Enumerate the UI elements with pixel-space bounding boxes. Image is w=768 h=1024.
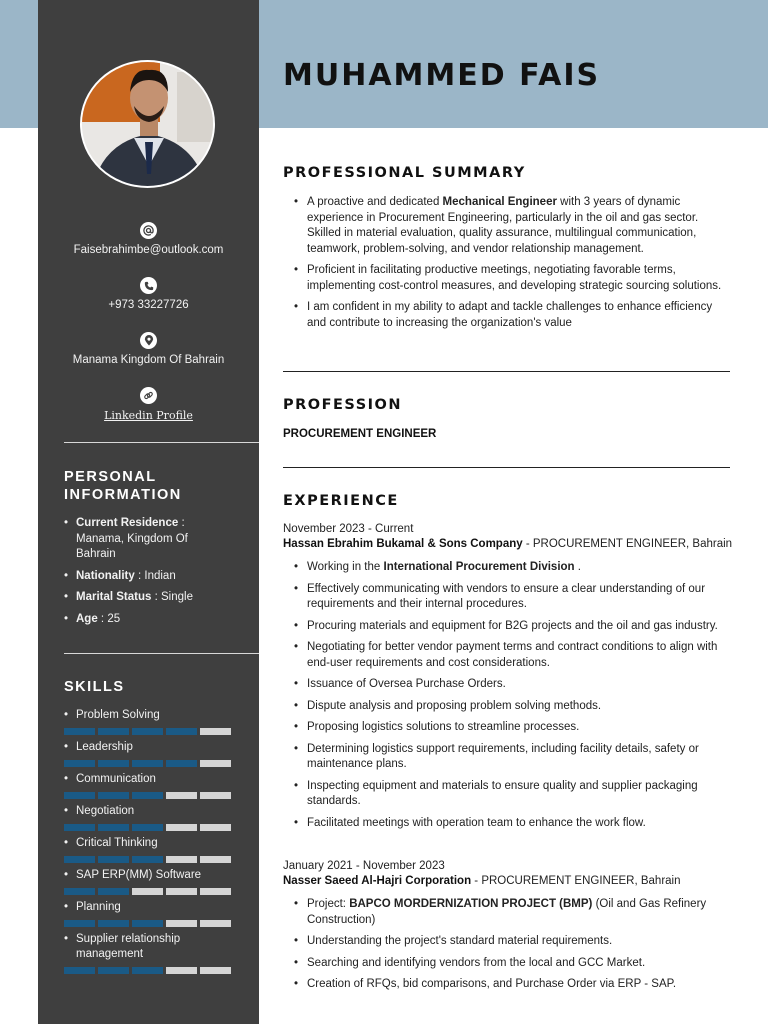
sidebar-divider [64, 653, 259, 654]
skill-name: • Communication [64, 772, 244, 787]
list-item: • Searching and identifying vendors from the local and GCC Market. [283, 956, 730, 972]
skill-level-bar [64, 728, 244, 735]
contact-linkedin[interactable] [38, 387, 259, 422]
skill-segment-empty [200, 728, 231, 735]
skill-segment-filled [166, 760, 197, 767]
skill-segment-filled [132, 856, 163, 863]
list-item: • Inspecting equipment and materials to ensure quality and supplier packaging standards. [283, 779, 730, 810]
info-label: Current Residence [76, 517, 179, 529]
skill-level-bar [64, 792, 244, 799]
skill-segment-filled [98, 728, 129, 735]
skill-level-bar [64, 920, 244, 927]
skill-segment-filled [64, 824, 95, 831]
skill-item [64, 836, 244, 863]
summary-list [283, 195, 730, 337]
skill-segment-filled [132, 792, 163, 799]
linkedin-link[interactable]: Linkedin Profile [104, 409, 193, 422]
list-item: • Proposing logistics solutions to streamline processes. [283, 720, 730, 736]
skill-segment-filled [132, 760, 163, 767]
skill-item [64, 932, 244, 974]
list-item: • Determining logistics support requirements, including facility details, safety or maintenance plans. [283, 742, 730, 773]
skills-list [64, 708, 244, 979]
skill-segment-empty [166, 856, 197, 863]
summary-heading: PROFESSIONAL SUMMARY [283, 165, 526, 181]
list-item: • Effectively communicating with vendors to ensure a clear understanding of our requirements and their internal procedures. [283, 582, 730, 613]
list-item: • Project: BAPCO MORDERNIZATION PROJECT (BMP) (Oil and Gas Refinery Construction) [283, 897, 730, 928]
skill-item [64, 772, 244, 799]
skill-segment-filled [132, 920, 163, 927]
skill-segment-filled [132, 728, 163, 735]
link-icon [140, 387, 157, 404]
skill-segment-empty [200, 824, 231, 831]
email-text[interactable]: Faisebrahimbe@outlook.com [73, 244, 224, 256]
skill-segment-empty [200, 920, 231, 927]
list-item: • Age : 25 [64, 612, 224, 628]
skill-segment-filled [98, 967, 129, 974]
skills-heading: SKILLS [64, 679, 125, 695]
job-role: - PROCUREMENT ENGINEER, [522, 538, 693, 550]
phone-text[interactable]: +973 33227726 [108, 299, 189, 311]
skill-item [64, 900, 244, 927]
job-location: Bahrain [640, 875, 681, 887]
skill-item [64, 804, 244, 831]
skill-name: • Negotiation [64, 804, 244, 819]
skill-level-bar [64, 824, 244, 831]
skill-name: • Leadership [64, 740, 244, 755]
section-divider [283, 371, 730, 372]
job-dates: November 2023 - Current [283, 523, 414, 535]
skill-segment-empty [200, 760, 231, 767]
skill-segment-empty [200, 967, 231, 974]
info-label: Age [76, 612, 98, 625]
skill-name: • Supplier relationship management [64, 932, 244, 962]
list-item: • Creation of RFQs, bid comparisons, and Purchase Order via ERP - SAP. [283, 977, 730, 993]
skill-segment-filled [64, 920, 95, 927]
skill-segment-empty [132, 888, 163, 895]
skill-name: • SAP ERP(MM) Software [64, 868, 244, 883]
skill-segment-filled [98, 824, 129, 831]
list-item: • I am confident in my ability to adapt and tackle challenges to enhance efficiency and contribute to increasing the organization's value [283, 300, 730, 331]
skill-name: • Problem Solving [64, 708, 244, 723]
skill-segment-filled [98, 888, 129, 895]
job-header [283, 522, 743, 552]
job-dates: January 2021 - November 2023 [283, 860, 445, 872]
list-item: • A proactive and dedicated Mechanical Engineer with 3 years of dynamic experience in Procurement Engineering, particularly in the oil and gas sector. Skilled in material evaluation, quality assurance, multilingual communication, teamwork, problem-solving, and vendor relationship management. [283, 195, 730, 257]
info-label: Marital Status [76, 591, 152, 603]
map-pin-icon [140, 332, 157, 349]
info-value: Indian [144, 569, 176, 582]
list-item: • Negotiating for better vendor payment terms and contract conditions to align with end-user requirements and cost considerations. [283, 640, 730, 671]
sidebar-divider [64, 442, 259, 443]
skill-segment-empty [200, 856, 231, 863]
list-item: • Current Residence : Manama, Kingdom Of Bahrain [64, 516, 224, 563]
skill-item [64, 740, 244, 767]
skill-segment-filled [98, 920, 129, 927]
job-bullets [283, 897, 730, 999]
skill-name: • Critical Thinking [64, 836, 244, 851]
skill-segment-empty [166, 888, 197, 895]
job-header [283, 859, 743, 889]
info-label: Nationality [76, 569, 135, 582]
skill-segment-filled [64, 967, 95, 974]
experience-heading: EXPERIENCE [283, 493, 399, 509]
skill-item [64, 868, 244, 895]
list-item: • Marital Status : Single [64, 590, 224, 606]
skill-segment-empty [166, 920, 197, 927]
profession-heading: PROFESSION [283, 397, 403, 413]
sidebar [38, 0, 259, 1024]
skill-segment-empty [166, 824, 197, 831]
skill-segment-filled [64, 728, 95, 735]
skill-level-bar [64, 888, 244, 895]
skill-segment-filled [98, 856, 129, 863]
company-name: Nasser Saeed Al-Hajri Corporation [283, 875, 472, 887]
skill-level-bar [64, 760, 244, 767]
skill-level-bar [64, 967, 244, 974]
list-item: • Nationality : Indian [64, 569, 224, 585]
profile-photo [80, 60, 215, 188]
contact-phone[interactable] [38, 277, 259, 311]
list-item: • Understanding the project's standard material requirements. [283, 934, 730, 950]
personal-info-heading: PERSONAL INFORMATION [64, 469, 182, 503]
personal-info-list [64, 516, 224, 633]
skill-segment-filled [64, 792, 95, 799]
phone-icon [140, 277, 157, 294]
skill-segment-filled [64, 856, 95, 863]
info-value: Single [161, 591, 193, 603]
section-divider [283, 467, 730, 468]
skill-segment-empty [166, 792, 197, 799]
skill-level-bar [64, 856, 244, 863]
skill-segment-filled [132, 824, 163, 831]
job-bullets [283, 560, 730, 837]
list-item: • Issuance of Oversea Purchase Orders. [283, 677, 730, 693]
info-value: 25 [107, 612, 121, 625]
skill-segment-empty [200, 792, 231, 799]
skill-segment-filled [64, 760, 95, 767]
location-text: Manama Kingdom Of Bahrain [72, 354, 225, 366]
skill-item [64, 708, 244, 735]
company-name: Hassan Ebrahim Bukamal & Sons Company [283, 538, 523, 550]
skill-segment-filled [64, 888, 95, 895]
list-item: • Dispute analysis and proposing problem solving methods. [283, 699, 730, 715]
info-value: Manama, Kingdom Of Bahrain [76, 532, 188, 560]
list-item: • Proficient in facilitating productive meetings, negotiating favorable terms, implementing cost-control measures, and developing strategic sourcing solutions. [283, 263, 730, 294]
skill-segment-empty [200, 888, 231, 895]
at-icon [140, 222, 157, 239]
skill-name: • Planning [64, 900, 244, 915]
skill-segment-filled [132, 967, 163, 974]
contact-location [38, 332, 259, 366]
job-role: - PROCUREMENT ENGINEER, [471, 875, 641, 887]
list-item: • Working in the International Procurement Division . [283, 560, 730, 576]
list-item: • Facilitated meetings with operation team to enhance the work flow. [283, 816, 730, 832]
skill-segment-filled [98, 760, 129, 767]
contact-email[interactable] [38, 222, 259, 256]
skill-segment-empty [166, 967, 197, 974]
profession-title: PROCUREMENT ENGINEER [283, 428, 437, 440]
job-location: Bahrain [692, 538, 733, 550]
skill-segment-filled [98, 792, 129, 799]
list-item: • Procuring materials and equipment for B2G projects and the oil and gas industry. [283, 619, 730, 635]
skill-segment-filled [166, 728, 197, 735]
candidate-name: MUHAMMED FAIS [283, 58, 601, 93]
